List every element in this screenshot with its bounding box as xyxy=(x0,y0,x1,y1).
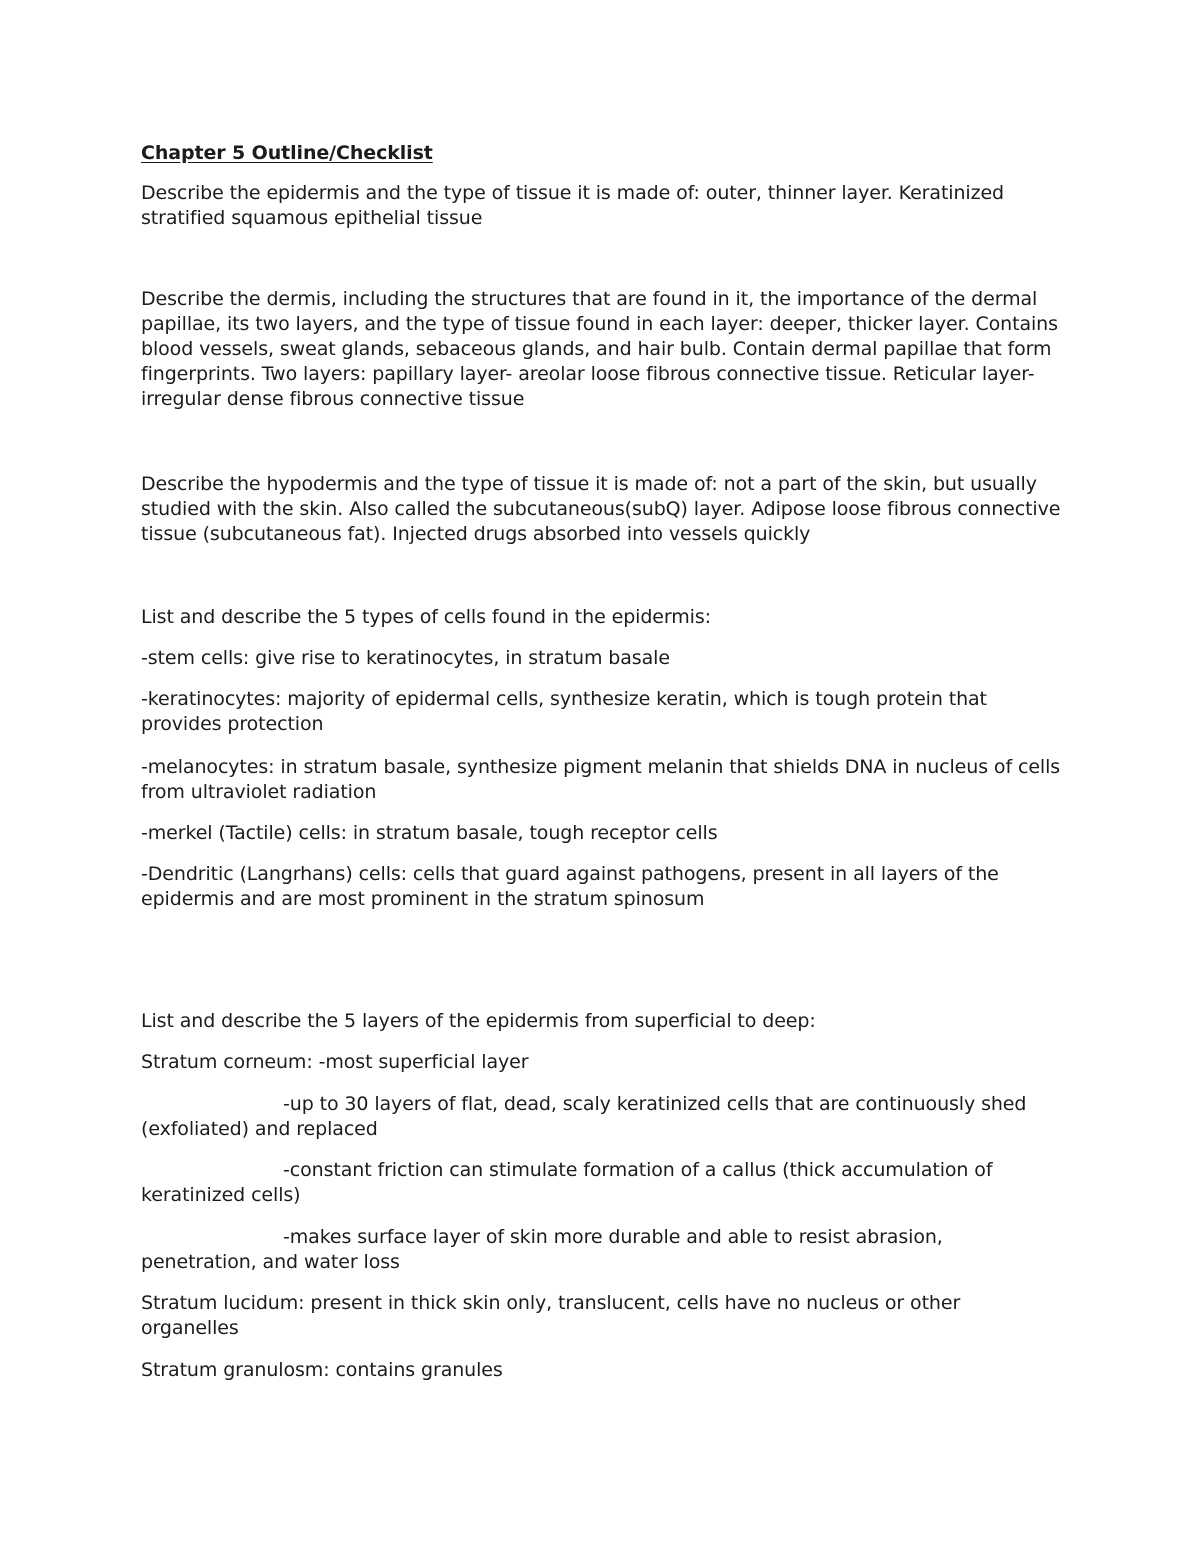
cell-item-dendritic: -Dendritic (Langrhans) cells: cells that guard against pathogens, present in all layers of the epidermis and are most prominent in the stratum spinosum xyxy=(141,863,999,910)
corneum-point: -constant friction can stimulate formation of a callus (thick accumulation of keratinized cells) xyxy=(141,1159,993,1206)
cells-heading: List and describe the 5 types of cells found in the epidermis: xyxy=(141,606,711,628)
cell-item-merkel: -merkel (Tactile) cells: in stratum basale, tough receptor cells xyxy=(141,822,718,844)
document-title: Chapter 5 Outline/Checklist xyxy=(141,142,433,164)
epidermis-paragraph: Describe the epidermis and the type of tissue it is made of: outer, thinner layer. Keratinized stratified squamous epithelial tissue xyxy=(141,182,1005,229)
corneum-point: -makes surface layer of skin more durable and able to resist abrasion, penetration, and water loss xyxy=(141,1226,943,1273)
layer-item-lucidum: Stratum lucidum: present in thick skin only, translucent, cells have no nucleus or other organelles xyxy=(141,1292,961,1339)
layer-item-corneum: Stratum corneum: -most superficial layer xyxy=(141,1051,529,1073)
hypodermis-paragraph: Describe the hypodermis and the type of tissue it is made of: not a part of the skin, but usually studied with the skin. Also called the subcutaneous(subQ) layer. Adipose loose fibrous connective tissue (subcutaneous fat). Injected drugs absorbed into vessels quickly xyxy=(141,473,1061,545)
corneum-point: -up to 30 layers of flat, dead, scaly keratinized cells that are continuously shed (exfoliated) and replaced xyxy=(141,1093,1027,1140)
cell-item-stem: -stem cells: give rise to keratinocytes, in stratum basale xyxy=(141,647,670,669)
dermis-paragraph: Describe the dermis, including the structures that are found in it, the importance of the dermal papillae, its two layers, and the type of tissue found in each layer: deeper, thicker layer. Contains blood vessels, sweat glands, sebaceous glands, and hair bulb. Contain dermal papillae that form fingerprints. Two layers: papillary layer- areolar loose fibrous connective tissue. Reticular layer- irregular dense fibrous connective tissue xyxy=(141,288,1058,410)
cell-item-melanocytes: -melanocytes: in stratum basale, synthesize pigment melanin that shields DNA in nucleus of cells from ultraviolet radiation xyxy=(141,756,1061,803)
cell-item-keratinocytes: -keratinocytes: majority of epidermal cells, synthesize keratin, which is tough protein that provides protection xyxy=(141,688,987,735)
layer-item-granulosm: Stratum granulosm: contains granules xyxy=(141,1359,503,1381)
layers-heading: List and describe the 5 layers of the epidermis from superficial to deep: xyxy=(141,1010,816,1032)
